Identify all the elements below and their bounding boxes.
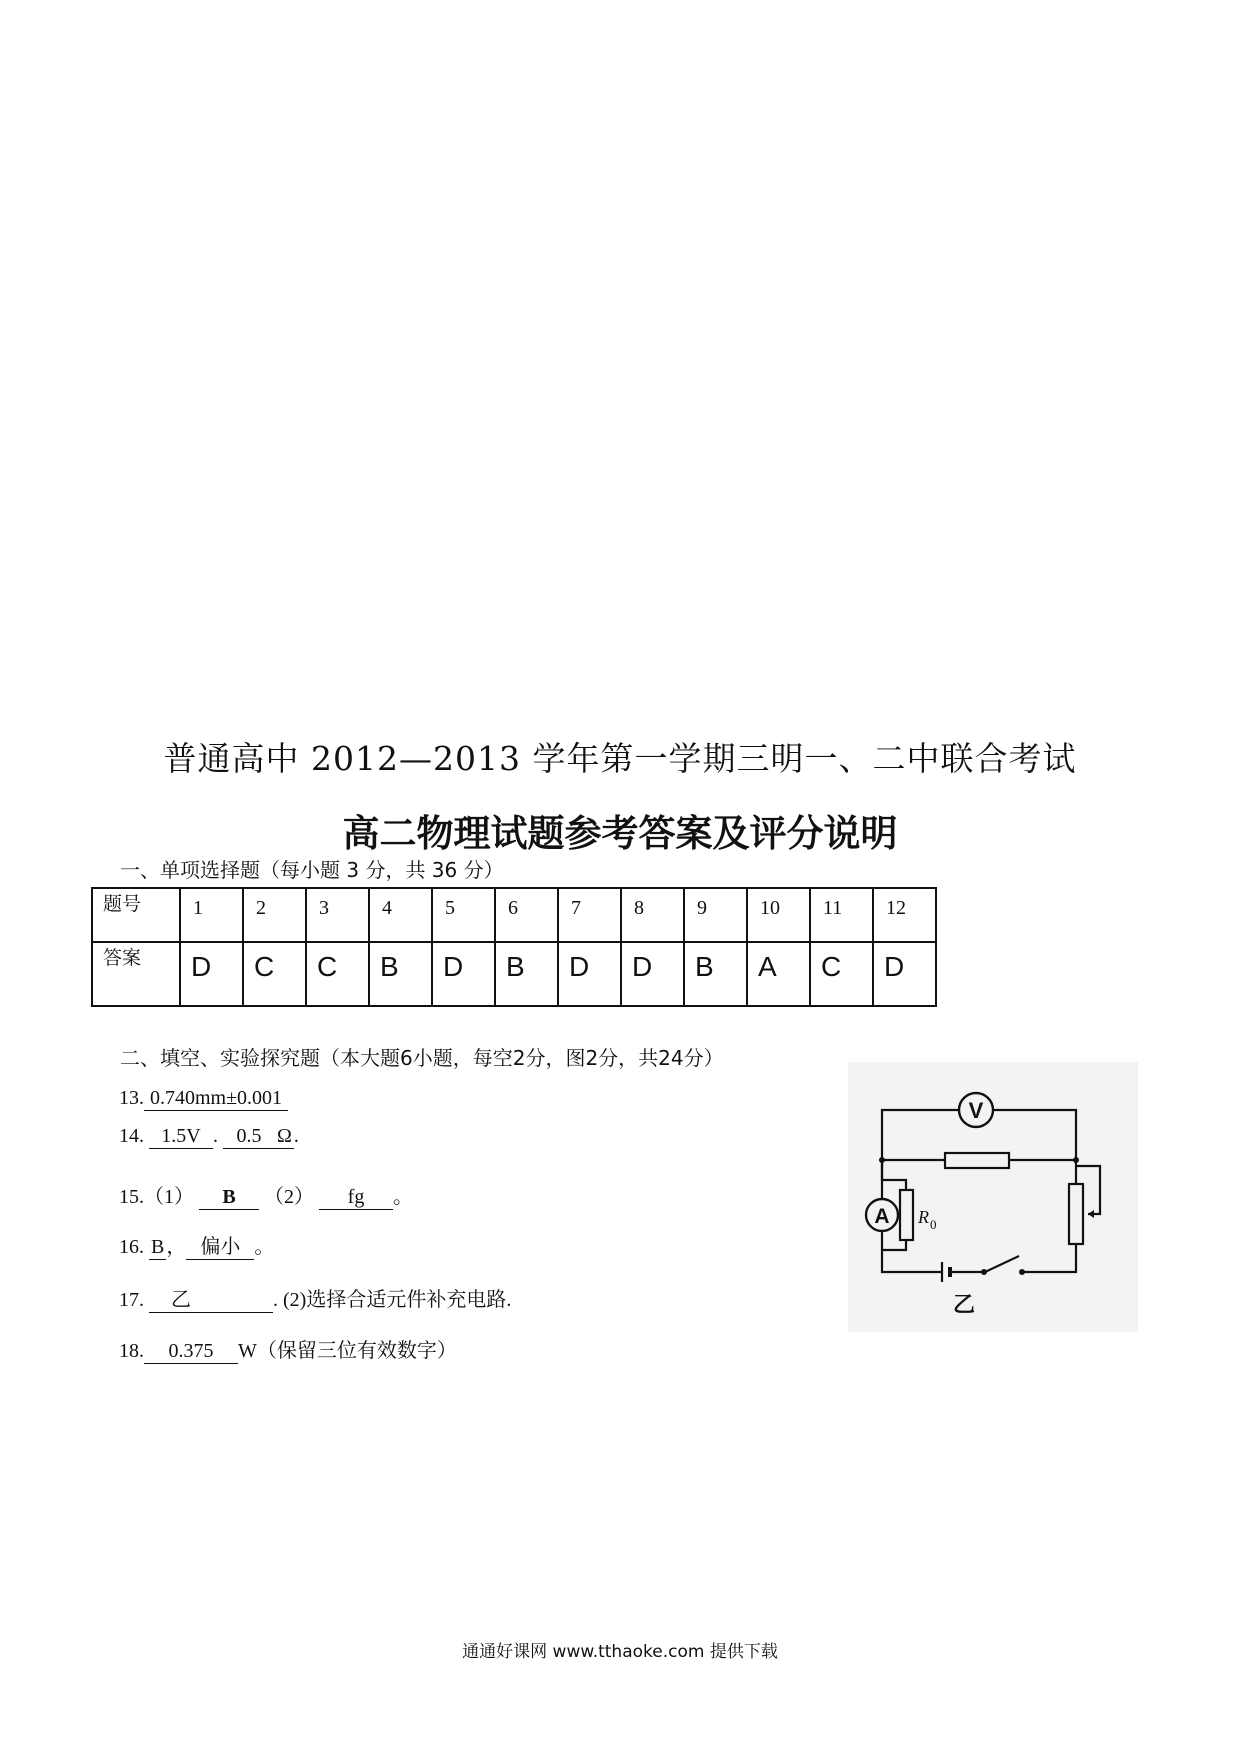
table-cell-number: 2 (243, 888, 306, 942)
unit-ohm: Ω (277, 1125, 292, 1147)
question-number: 18. (119, 1340, 144, 1362)
question-number: 14. (119, 1125, 144, 1147)
junction-dot (879, 1157, 885, 1163)
exam-subtitle: 普通高中 2012—2013 学年第一学期三明一、二中联合考试 (163, 739, 1077, 778)
section1-heading: 一、单项选择题（每小题 3 分，共 36 分） (120, 858, 504, 882)
table-cell-number: 7 (558, 888, 621, 942)
table-cell-answer: B (495, 942, 558, 1006)
question-number: 13. (119, 1087, 144, 1109)
answer-line-17: 17. 乙 . (2)选择合适元件补充电路. (119, 1283, 511, 1313)
question-number: 15. (119, 1186, 144, 1208)
question-number: 17. (119, 1289, 144, 1311)
row-label-question: 题号 (92, 888, 180, 942)
answer-blank: fg (319, 1186, 393, 1210)
question-number: 16. (119, 1236, 144, 1258)
answer-line-15: 15.（1） B （2） fg 。 (119, 1186, 413, 1208)
table-cell-answer: D (432, 942, 495, 1006)
table-cell-number: 9 (684, 888, 747, 942)
table-cell-number: 3 (306, 888, 369, 942)
ammeter-label: A (874, 1205, 890, 1228)
table-row-answers (92, 942, 936, 1006)
answer-line-18: 18. 0.375 W（保留三位有效数字） (119, 1340, 457, 1362)
table-cell-number: 5 (432, 888, 495, 942)
table-cell-number: 1 (180, 888, 243, 942)
table-cell-number: 4 (369, 888, 432, 942)
table-cell-number: 6 (495, 888, 558, 942)
answer-blank: B (199, 1186, 259, 1210)
table-cell-answer: B (684, 942, 747, 1006)
table-cell-answer: C (306, 942, 369, 1006)
table-cell-answer: A (747, 942, 810, 1006)
section2-heading: 二、填空、实验探究题（本大题6小题，每空2分，图2分，共24分） (120, 1046, 724, 1070)
switch-contact (981, 1269, 987, 1275)
page-title: 高二物理试题参考答案及评分说明 (342, 812, 898, 855)
table-cell-answer: D (873, 942, 936, 1006)
answer-line-13 (119, 1087, 288, 1111)
table-cell-answer: C (243, 942, 306, 1006)
answer-blank: B (151, 1236, 165, 1258)
table-cell-number: 12 (873, 888, 936, 942)
table-cell-number: 10 (747, 888, 810, 942)
answer-blank: 0.375 (144, 1340, 238, 1364)
table-cell-answer: B (369, 942, 432, 1006)
table-cell-number: 8 (621, 888, 684, 942)
answer-blank: 偏小 (186, 1230, 254, 1260)
page-footer: 通通好课网 www.tthaoke.com 提供下载 (462, 1642, 778, 1662)
r0-label: R (918, 1207, 929, 1227)
answer-line-16: 16. B ， 偏小 。 (119, 1230, 274, 1260)
switch-contact (1019, 1269, 1025, 1275)
table-cell-number: 11 (810, 888, 873, 942)
table-cell-answer: C (810, 942, 873, 1006)
circuit-diagram (848, 1062, 1138, 1332)
table-cell-answer: D (558, 942, 621, 1006)
junction-dot (1073, 1157, 1079, 1163)
figure-caption: 乙 (952, 1293, 976, 1318)
answer-blank: 0.5 (223, 1125, 275, 1149)
table-cell-answer: D (180, 942, 243, 1006)
figure-background (848, 1062, 1138, 1332)
answer-blank: 0.740mm±0.001 (144, 1087, 288, 1111)
table-row-question-numbers (92, 888, 936, 942)
answer-table (91, 887, 937, 1007)
table-cell-answer: D (621, 942, 684, 1006)
r0-subscript: 0 (930, 1217, 937, 1232)
answer-blank: 乙 (149, 1283, 273, 1313)
answer-blank: 1.5V (149, 1125, 213, 1149)
voltmeter-label: V (968, 1098, 984, 1123)
answer-line-14: 14. 1.5V . 0.5 Ω . (119, 1125, 299, 1147)
row-label-answer: 答案 (92, 942, 180, 1006)
